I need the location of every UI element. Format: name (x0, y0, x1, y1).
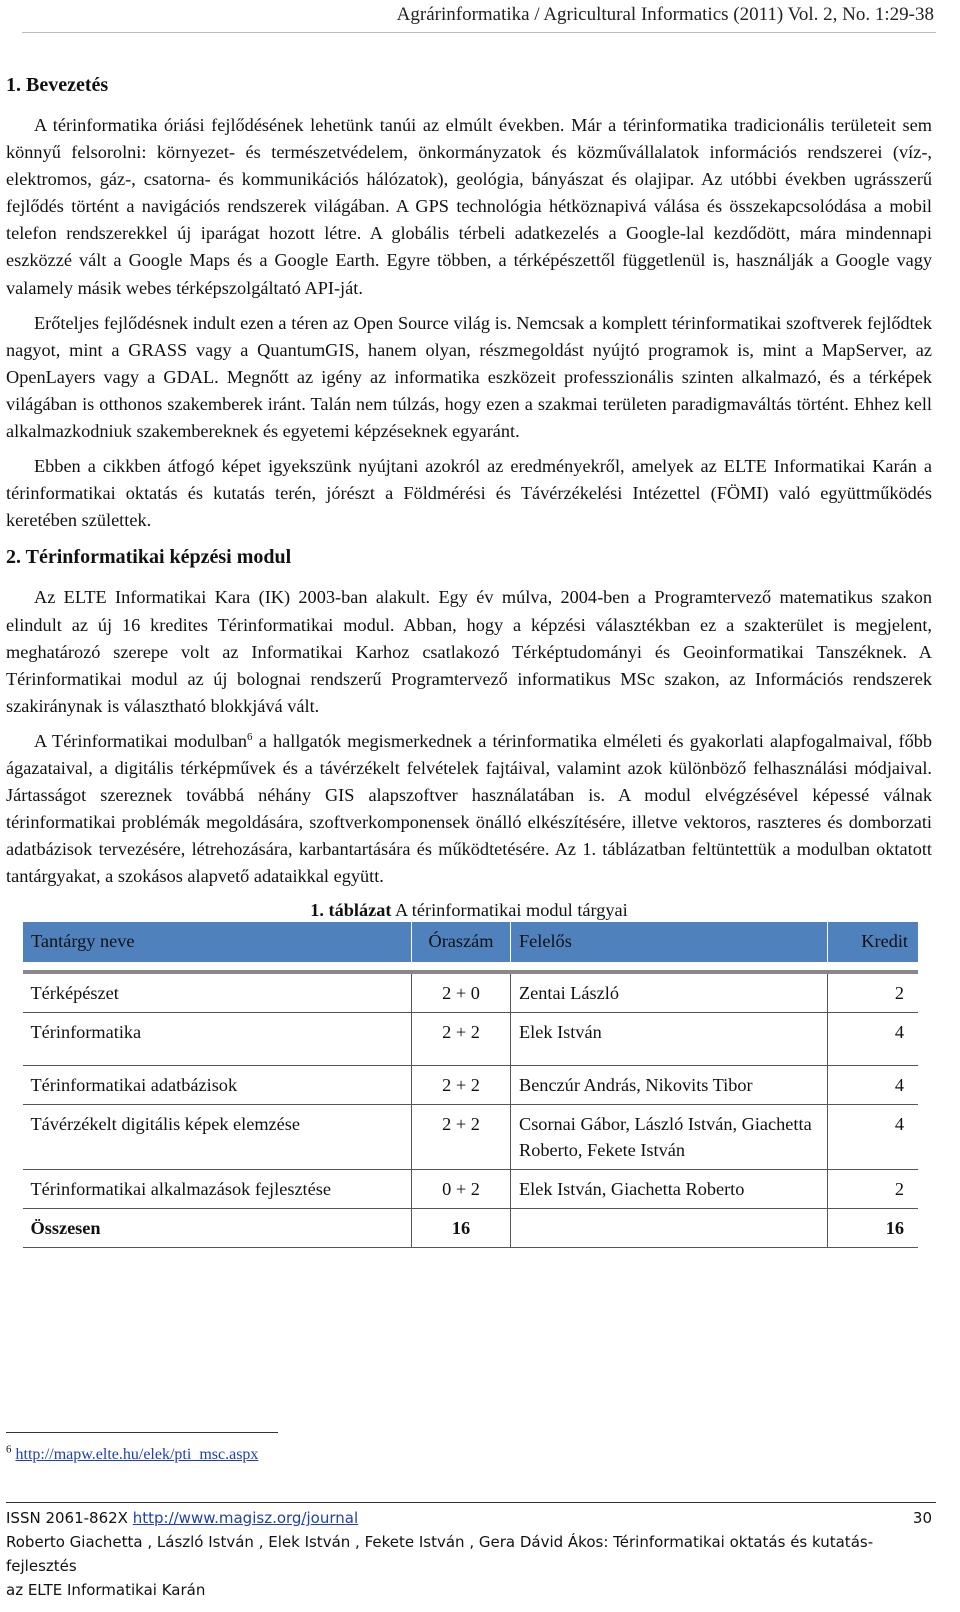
footnote (6, 1443, 259, 1464)
page-footer (6, 1506, 932, 1602)
cell-hours: 2 + 0 (412, 972, 511, 1013)
footer-issn: ISSN 2061-862X (6, 1509, 128, 1527)
cell-subject: Térinformatikai adatbázisok (23, 1065, 412, 1104)
cell-responsible: Elek István (511, 1012, 828, 1065)
cell-responsible: Csornai Gábor, László István, Giachetta Roberto, Fekete István (511, 1104, 828, 1169)
table-spacer (23, 962, 919, 972)
footnote-number: 6 (6, 1443, 12, 1456)
cell-hours: 2 + 2 (412, 1065, 511, 1104)
cell-subject: Térinformatika (23, 1012, 412, 1065)
cell-credit: 2 (828, 972, 919, 1013)
main-content (6, 70, 932, 1248)
cell-hours: 2 + 2 (412, 1012, 511, 1065)
cell-subject: Térinformatikai alkalmazások fejlesztése (23, 1169, 412, 1208)
footer-authors-cont: az ELTE Informatikai Karán (6, 1581, 206, 1599)
table-caption-text: A térinformatikai modul tárgyai (391, 900, 628, 921)
cell-total-empty (511, 1208, 828, 1247)
cell-credit: 4 (828, 1104, 919, 1169)
footnote-link[interactable]: http://mapw.elte.hu/elek/pti_msc.aspx (15, 1446, 259, 1463)
cell-total-label: Összesen (23, 1208, 412, 1247)
cell-responsible: Elek István, Giachetta Roberto (511, 1169, 828, 1208)
footer-authors: Roberto Giachetta , László István , Elek István , Fekete István , Gera Dávid Ákos: Térinformatikai oktatás és kutatás-fejlesztés (6, 1533, 874, 1575)
footer-journal-link[interactable]: http://www.magisz.org/journal (132, 1509, 359, 1527)
cell-responsible: Benczúr András, Nikovits Tibor (511, 1065, 828, 1104)
section-1-paragraph-1: A térinformatika óriási fejlődésének lehetünk tanúi az elmúlt években. Már a térinformatika tradicionális területeit sem könnyű felsorolni: környezet- és természetvédelem, önkormányzatok és közművállalatok információs rendszerei (víz-, elektromos, gáz-, csatorna- és kommunikációs hálózatok), geológia, bányászat és olajipar. Az utóbbi években ugrásszerű fejlődés történt a navigációs rendszerek világában. A GPS technológia hétköznapivá válása és összekapcsolódása a mobil telefon rendszerekkel új iparágat hozott létre. A globális térbeli adatkezelés a Google-lal kezdődött, mára mindennapi eszközzé vált a Google Maps és a Google Earth. Egyre többen, a térképészettől függetlenül is, használják a Google vagy valamely másik webes térképszolgáltató API-ját. (6, 115, 932, 298)
table-row (23, 1169, 919, 1208)
cell-credit: 4 (828, 1012, 919, 1065)
cell-credit: 4 (828, 1065, 919, 1104)
table-total-row (23, 1208, 919, 1247)
section-1-paragraph-2: Erőteljes fejlődésnek indult ezen a téren az Open Source világ is. Nemcsak a komplett térinformatikai szoftverek fejlődtek nagyot, mint a GRASS vagy a QuantumGIS, hanem olyan, részmegoldást nyújtó programok is, mint a MapServer, az OpenLayers vagy a GDAL. Megnőtt az igény az informatika eszközeit professzionális szinten alkalmazó, és a térképek világában is otthonos szakemberek iránt. Talán nem túlzás, hogy ezen a szakmai területen paradigmaváltás történt. Ehhez kell alkalmazkodniuk szakembereknek és egyetemi képzéseknek egyaránt. (6, 312, 932, 442)
cell-total-hours: 16 (412, 1208, 511, 1247)
table-caption-label: 1. táblázat (310, 900, 392, 921)
section-2-paragraph-1: Az ELTE Informatikai Kara (IK) 2003-ban alakult. Egy év múlva, 2004-ben a Programtervező matematikus szakon elindult az új 16 kredites Térinformatikai modul. Abban, hogy a képzési választékban ez a szakterület is megjelent, meghatározó szerepe volt az Informatikai Karhoz csatlakozó Térképtudományi és Geoinformatikai Tanszéknek. A Térinformatikai modul az új bolognai rendszerű Programtervező informatikus MSc szakon, az Információs rendszerek szakiránynak is választható blokkjává vált. (6, 587, 932, 716)
paragraph-2-start: A Térinformatikai modulban (34, 730, 248, 751)
section-1-title: 1. Bevezetés (6, 74, 109, 96)
section-1-paragraph-3: Ebben a cikkben átfogó képet igyekszünk nyújtani azokról az eredményekről, amelyek az ELTE Informatikai Karán a térinformatikai oktatás és kutatás terén, jórészt a Földmérési és Távérzékelési Intézettel (FÖMI) való együttműködés keretében születtek. (6, 456, 932, 531)
header-divider (22, 32, 936, 33)
running-header: Agrárinformatika / Agricultural Informatics (2011) Vol. 2, No. 1:29-38 (396, 4, 934, 25)
section-2-title: 2. Térinformatikai képzési modul (6, 546, 292, 569)
header-credit: Kredit (828, 922, 919, 961)
cell-subject: Térképészet (23, 972, 412, 1013)
footer-issn-row (6, 1506, 932, 1530)
table-header-row (23, 922, 919, 961)
table-row (23, 1012, 919, 1065)
paragraph-2-rest: a hallgatók megismerkednek a térinformatika elméleti és gyakorlati alapfogalmaival, főbb ágazataival, a digitális térképművek és a távérzékelt felvételek fajtáival, valamint azok különböző felhasználási módjaival. Jártasságot szereznek továbbá néhány GIS alapszoftver használatában is. A modul elvégzésével képessé válnak térinformatikai problémák megoldására, szoftverkomponensek önálló elkészítésére, illetve vektoros, raszteres és domborzati adatbázisok tervezésére, létrehozására, karbantartására és működtetésére. Az 1. táblázatban feltüntettük a modulban oktatott tantárgyakat, a szokásos alapvető adataikkal együtt. (6, 730, 932, 887)
table-caption (6, 898, 932, 922)
header-subject-name: Tantárgy neve (23, 922, 412, 961)
header-responsible: Felelős (511, 922, 828, 961)
table-row (23, 1065, 919, 1104)
cell-responsible: Zentai László (511, 972, 828, 1013)
header-hours: Óraszám (412, 922, 511, 961)
table-row (23, 972, 919, 1013)
footnote-divider (6, 1432, 278, 1433)
module-subjects-table (22, 922, 918, 1247)
page-number: 30 (912, 1509, 932, 1527)
footer-issn-block (6, 1506, 358, 1530)
cell-hours: 2 + 2 (412, 1104, 511, 1169)
table-row (23, 1104, 919, 1169)
cell-total-credit: 16 (828, 1208, 919, 1247)
footnote-marker: 6 (247, 730, 253, 743)
cell-subject: Távérzékelt digitális képek elemzése (23, 1104, 412, 1169)
section-2-paragraph-2 (6, 728, 932, 891)
cell-hours: 0 + 2 (412, 1169, 511, 1208)
footer-divider (6, 1502, 936, 1503)
cell-credit: 2 (828, 1169, 919, 1208)
